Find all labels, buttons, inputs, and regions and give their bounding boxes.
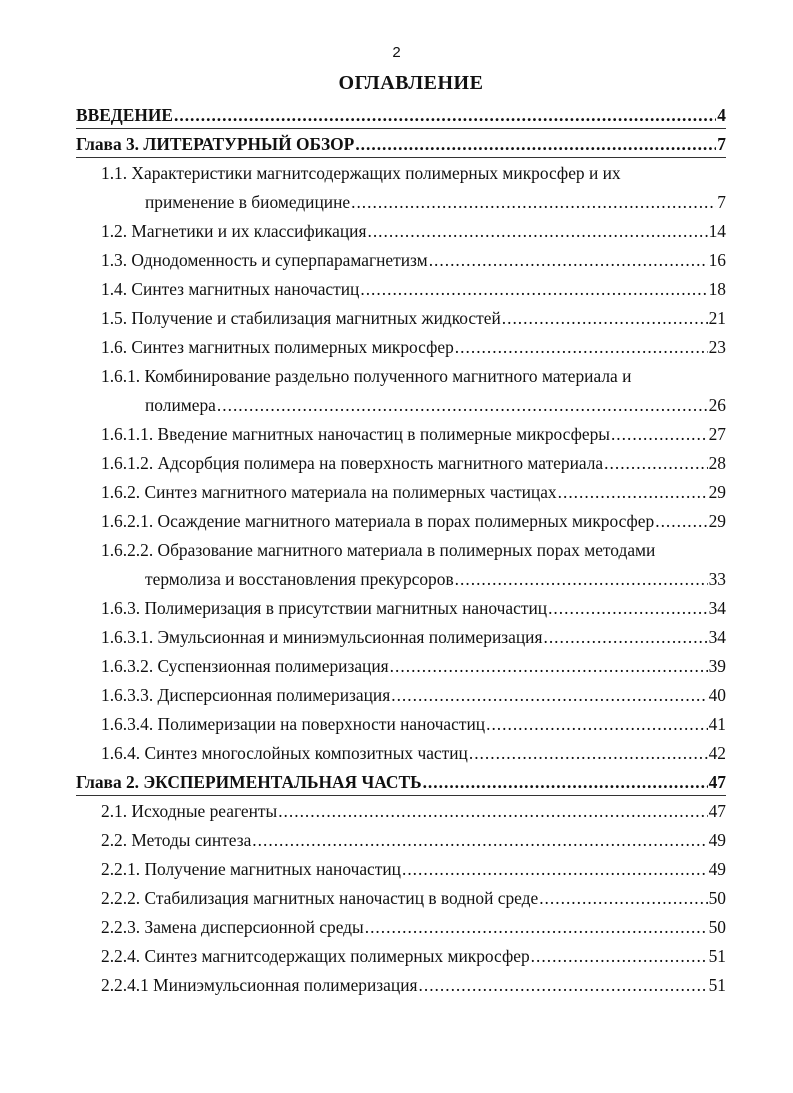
dot-leader [502,304,708,333]
toc-page-number: 28 [708,453,726,473]
toc-entry-title: Глава 3. ЛИТЕРАТУРНЫЙ ОБЗОР [76,134,355,154]
toc-section-entry[interactable] [0,681,793,710]
toc-section-entry[interactable] [0,826,793,855]
toc-page-number: 7 [717,134,726,154]
toc-entry-title: 1.6.3. Полимеризация в присутствии магнитных наночастиц [101,598,548,618]
toc-section-entry[interactable] [0,246,793,275]
toc-section-entry[interactable] [0,362,793,420]
toc-entry-title: 1.6.4. Синтез многослойных композитных частиц [101,743,468,763]
toc-section-entry[interactable] [0,159,793,217]
table-of-contents [0,101,793,1000]
chapter-divider-line [76,795,726,796]
toc-page-number: 51 [708,946,726,966]
toc-section-entry[interactable] [0,217,793,246]
toc-entry-title: 1.6.3.3. Дисперсионная полимеризация [101,685,391,705]
toc-page-number: 39 [708,656,726,676]
toc-section-entry[interactable] [0,652,793,681]
toc-entry-title: 1.6.2. Синтез магнитного материала на полимерных частицах [101,482,557,502]
toc-entry-title: 2.2.3. Замена дисперсионной среды [101,917,364,937]
toc-page-number: 49 [708,859,726,879]
toc-section-entry[interactable] [0,913,793,942]
dot-leader [419,971,708,1000]
toc-section-entry[interactable] [0,333,793,362]
toc-chapter-entry[interactable] [0,768,793,797]
toc-entry-title: 1.6.2.1. Осаждение магнитного материала в порах полимерных микросфер [101,511,655,531]
toc-entry-title: 2.2.2. Стабилизация магнитных наночастиц в водной среде [101,888,539,908]
toc-page-number: 16 [708,250,726,270]
page-title: ОГЛАВЛЕНИЕ [338,72,484,94]
chapter-divider-line [76,157,726,158]
toc-page-number: 42 [708,743,726,763]
dot-leader [486,710,708,739]
toc-page-number: 47 [708,801,726,821]
toc-page-number: 4 [717,105,726,125]
toc-entry-title: 1.4. Синтез магнитных наночастиц [101,279,360,299]
chapter-divider-line [76,128,726,129]
toc-section-entry[interactable] [0,884,793,913]
toc-entry-title: ВВЕДЕНИЕ [76,105,174,125]
toc-page-number: 18 [708,279,726,299]
dot-leader [365,913,708,942]
toc-page-number: 40 [708,685,726,705]
toc-entry-title: 1.2. Магнетики и их классификация [101,221,367,241]
toc-section-entry[interactable] [0,623,793,652]
toc-entry-title-continuation: применение в биомедицине [145,192,351,212]
toc-page-number: 49 [708,830,726,850]
toc-page-number: 33 [708,569,726,589]
dot-leader [548,594,708,623]
toc-entry-title-continuation: полимера [145,395,216,415]
toc-entry-title: 1.6.3.1. Эмульсионная и миниэмульсионная полимеризация [101,627,543,647]
toc-page-number: 34 [708,598,726,618]
toc-section-entry[interactable] [0,420,793,449]
toc-entry-title: 1.6.3.2. Суспензионная полимеризация [101,656,389,676]
toc-entry-title-continuation: термолиза и восстановления прекурсоров [145,569,454,589]
toc-section-entry[interactable] [0,507,793,536]
toc-section-entry[interactable] [0,710,793,739]
dot-leader [360,275,707,304]
toc-entry-title: 1.1. Характеристики магнитсодержащих полимерных микросфер и их [101,163,621,183]
dot-leader [455,333,708,362]
toc-entry-title: 1.6. Синтез магнитных полимерных микросфер [101,337,454,357]
dot-leader [423,768,708,797]
toc-chapter-entry[interactable] [0,101,793,130]
toc-page-number: 26 [708,395,726,415]
toc-entry-title: 2.2. Методы синтеза [101,830,252,850]
toc-section-entry[interactable] [0,304,793,333]
dot-leader [174,101,716,130]
toc-page-number: 21 [708,308,726,328]
toc-entry-title: 1.6.1.2. Адсорбция полимера на поверхность магнитного материала [101,453,604,473]
toc-section-entry[interactable] [0,855,793,884]
toc-entry-title: 1.6.1. Комбинирование раздельно полученного магнитного материала и [101,366,632,386]
dot-leader [558,478,708,507]
dot-leader [217,391,708,420]
toc-section-entry[interactable] [0,594,793,623]
dot-leader [390,652,708,681]
toc-entry-title: 1.3. Однодоменность и суперпарамагнетизм [101,250,428,270]
dot-leader [455,565,708,594]
toc-section-entry[interactable] [0,275,793,304]
dot-leader [611,420,708,449]
dot-leader [539,884,707,913]
toc-entry-title: 1.6.1.1. Введение магнитных наночастиц в полимерные микросферы [101,424,610,444]
toc-entry-title: 2.1. Исходные реагенты [101,801,278,821]
toc-section-entry[interactable] [0,449,793,478]
toc-page-number: 29 [708,482,726,502]
dot-leader [391,681,707,710]
toc-entry-title: 1.6.2.2. Образование магнитного материала в полимерных порах методами [101,540,656,560]
dot-leader [367,217,707,246]
dot-leader [402,855,708,884]
dot-leader [543,623,707,652]
dot-leader [469,739,708,768]
toc-page-number: 34 [708,627,726,647]
page-number: 2 [392,44,401,61]
toc-page-number: 23 [708,337,726,357]
dot-leader [655,507,707,536]
toc-chapter-entry[interactable] [0,130,793,159]
toc-page-number: 27 [708,424,726,444]
toc-page-number: 41 [708,714,726,734]
dot-leader [429,246,708,275]
toc-entry-title: 2.2.1. Получение магнитных наночастиц [101,859,401,879]
dot-leader [355,130,716,159]
dot-leader [531,942,708,971]
toc-page-number: 51 [708,975,726,995]
toc-page-number: 50 [708,917,726,937]
toc-page-number: 47 [708,772,726,792]
toc-page-number: 50 [708,888,726,908]
toc-entry-title: Глава 2. ЭКСПЕРИМЕНТАЛЬНАЯ ЧАСТЬ [76,772,422,792]
dot-leader [278,797,707,826]
dot-leader [351,188,716,217]
toc-section-entry[interactable] [0,478,793,507]
toc-section-entry[interactable] [0,797,793,826]
toc-entry-title: 1.5. Получение и стабилизация магнитных жидкостей [101,308,501,328]
dot-leader [252,826,707,855]
toc-section-entry[interactable] [0,536,793,594]
toc-entry-title: 2.2.4. Синтез магнитсодержащих полимерных микросфер [101,946,530,966]
toc-section-entry[interactable] [0,942,793,971]
toc-section-entry[interactable] [0,739,793,768]
toc-page-number: 14 [708,221,726,241]
toc-section-entry[interactable] [0,971,793,1000]
toc-page-number: 7 [717,192,726,212]
toc-page-number: 29 [708,511,726,531]
toc-entry-title: 1.6.3.4. Полимеризации на поверхности наночастиц [101,714,486,734]
dot-leader [604,449,707,478]
toc-entry-title: 2.2.4.1 Миниэмульсионная полимеризация [101,975,418,995]
